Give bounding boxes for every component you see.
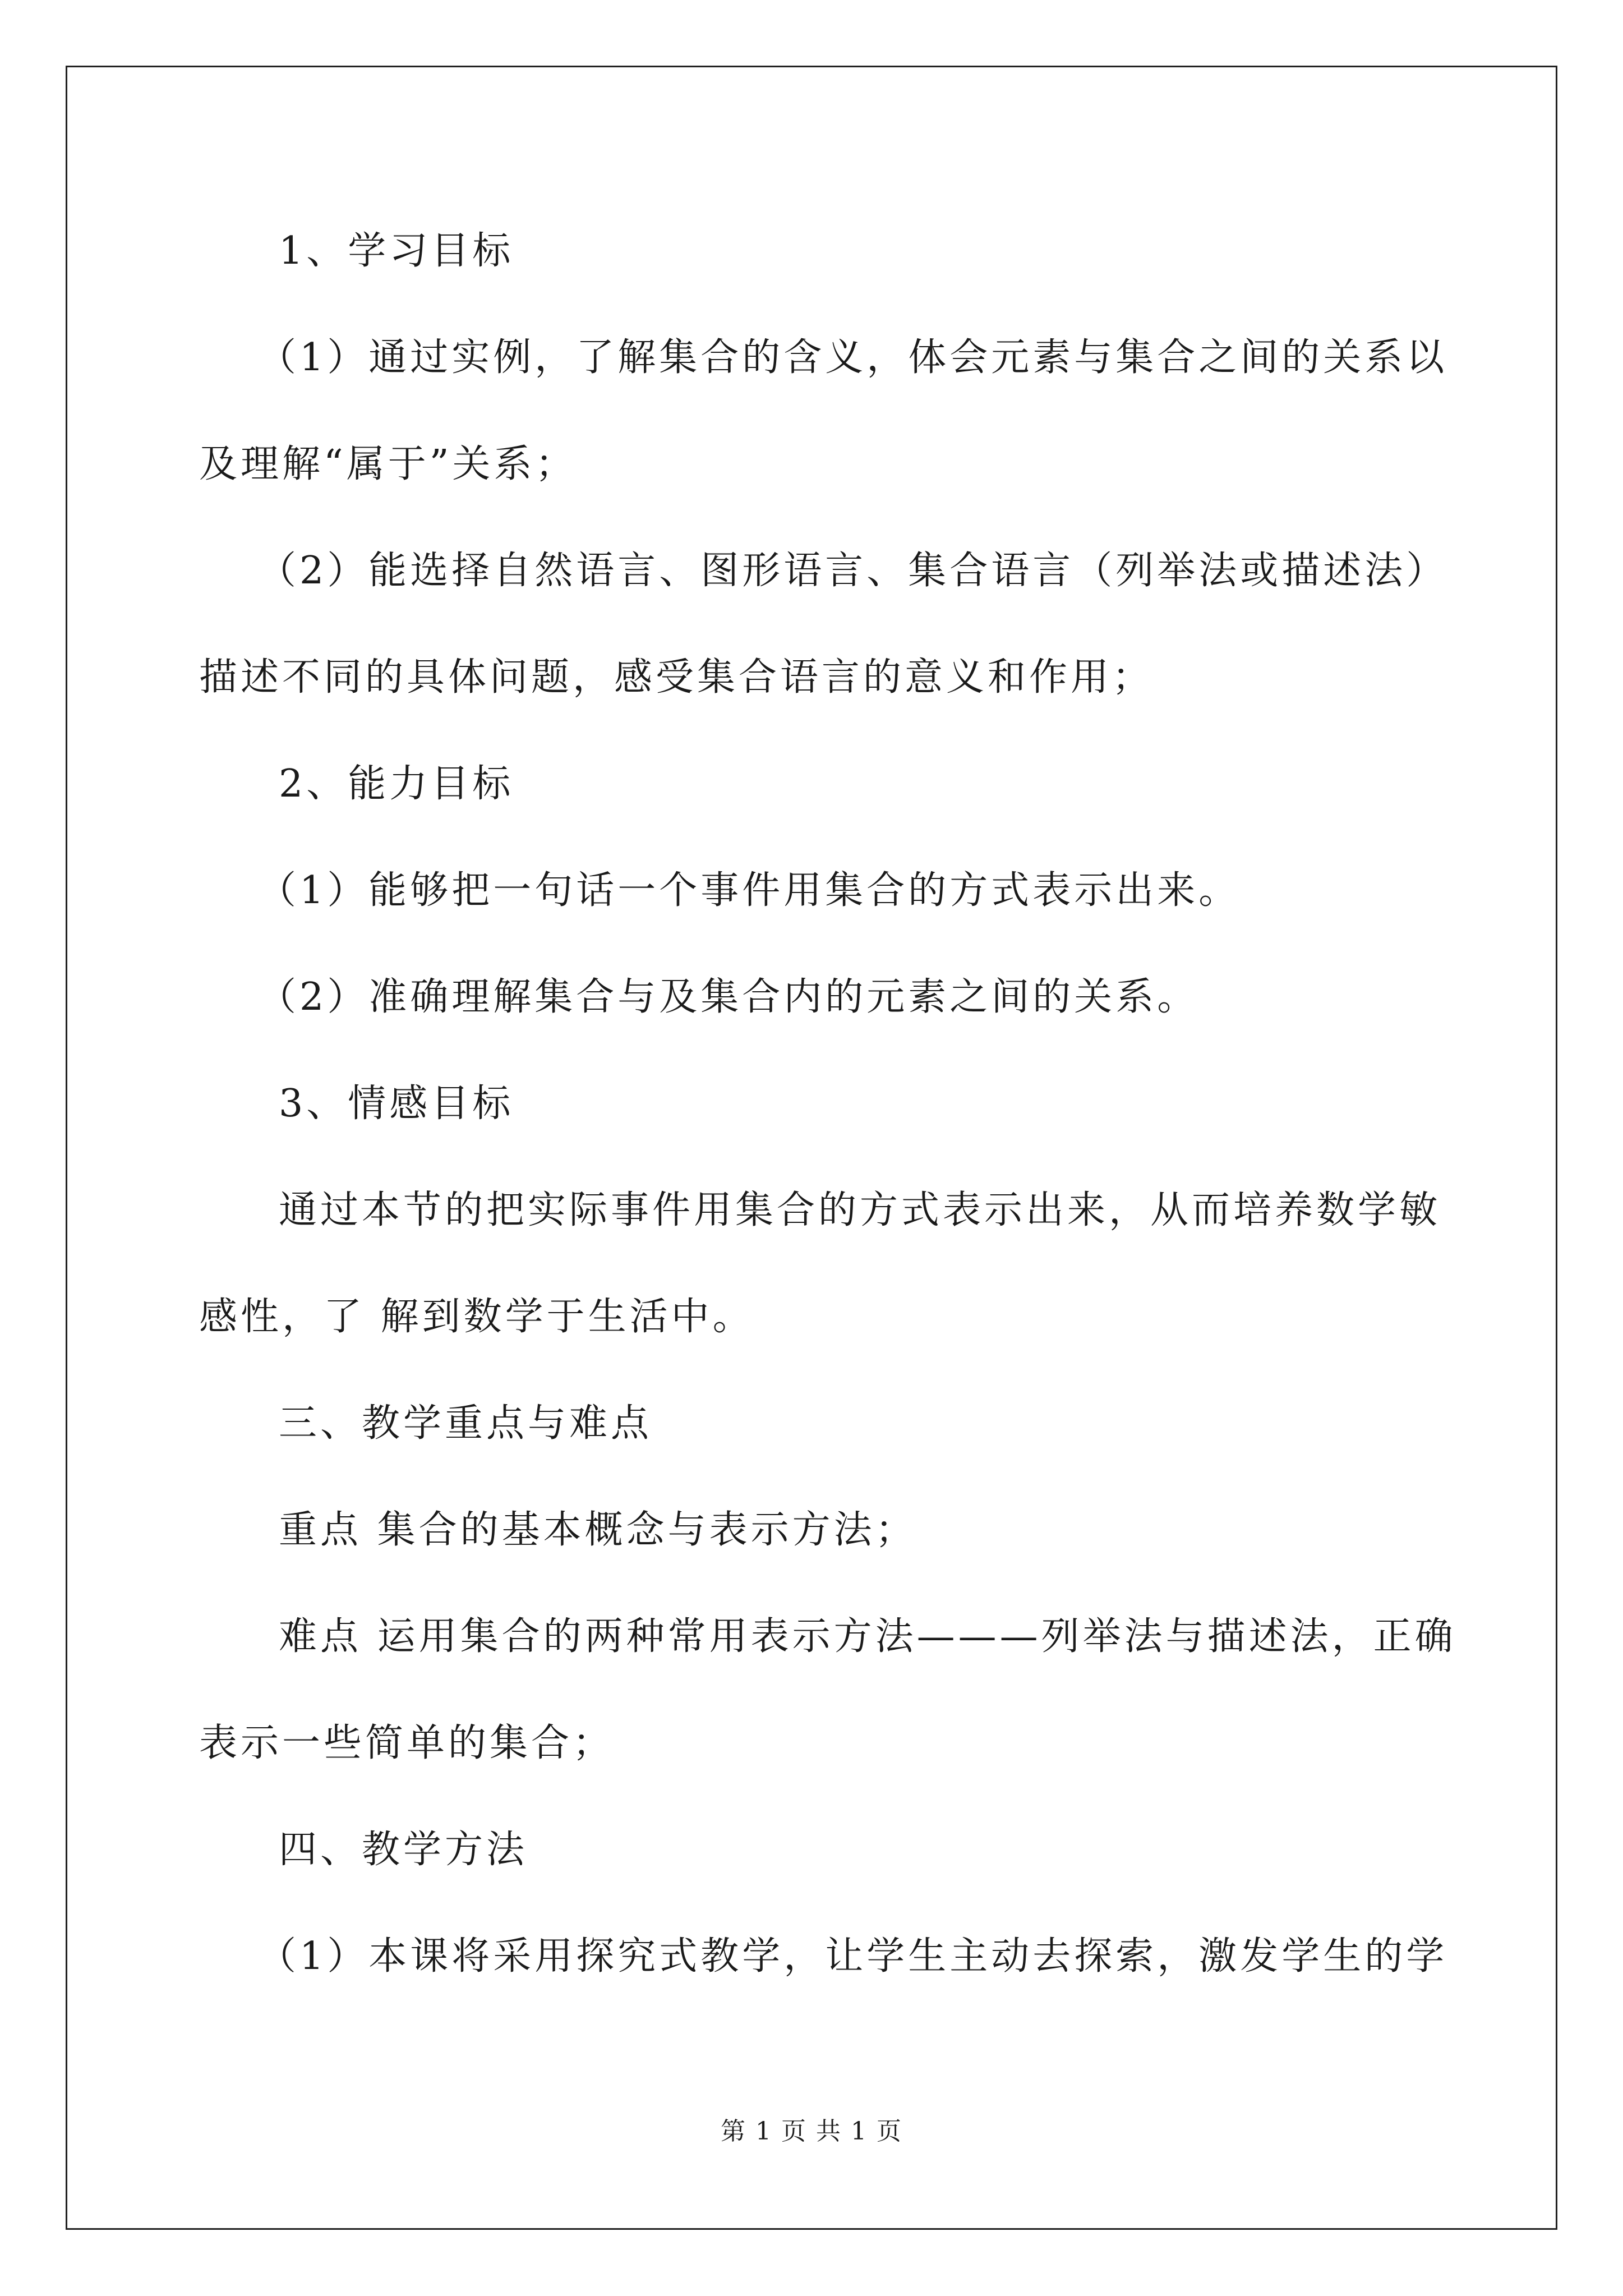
paragraph-line: 表示一些简单的集合；	[199, 1721, 615, 1765]
heading-emotional-goals: 3、情感目标	[279, 1082, 514, 1126]
heading-key-points: 三、教学重点与难点	[279, 1401, 653, 1446]
paragraph-line: 及理解“属于”关系；	[199, 442, 577, 486]
heading-ability-goals: 2、能力目标	[279, 762, 514, 806]
heading-teaching-methods: 四、教学方法	[279, 1828, 528, 1872]
paragraph-line: （1）通过实例，了解集合的含义，体会元素与集合之间的关系以	[258, 335, 1448, 380]
heading-learning-goals: 1、学习目标	[279, 229, 514, 273]
page-footer: 第 1 页 共 1 页	[721, 2117, 902, 2146]
paragraph-line: （1）本课将采用探究式教学，让学生主动去探索，激发学生的学	[258, 1934, 1448, 1978]
page-border	[66, 66, 1557, 2230]
paragraph-line: 难点 运用集合的两种常用表示方法———列举法与描述法，正确	[279, 1614, 1456, 1659]
paragraph-line: （2）准确理解集合与及集合内的元素之间的关系。	[258, 975, 1199, 1019]
paragraph-line: （1）能够把一句话一个事件用集合的方式表示出来。	[258, 868, 1241, 913]
paragraph-line: 描述不同的具体问题，感受集合语言的意义和作用；	[199, 655, 1154, 700]
paragraph-line: 感性，了 解到数学于生活中。	[199, 1295, 754, 1339]
paragraph-line: （2）能选择自然语言、图形语言、集合语言（列举法或描述法）	[258, 549, 1448, 593]
paragraph-line: 重点 集合的基本概念与表示方法；	[279, 1508, 917, 1552]
paragraph-line: 通过本节的把实际事件用集合的方式表示出来，从而培养数学敏	[279, 1188, 1441, 1232]
